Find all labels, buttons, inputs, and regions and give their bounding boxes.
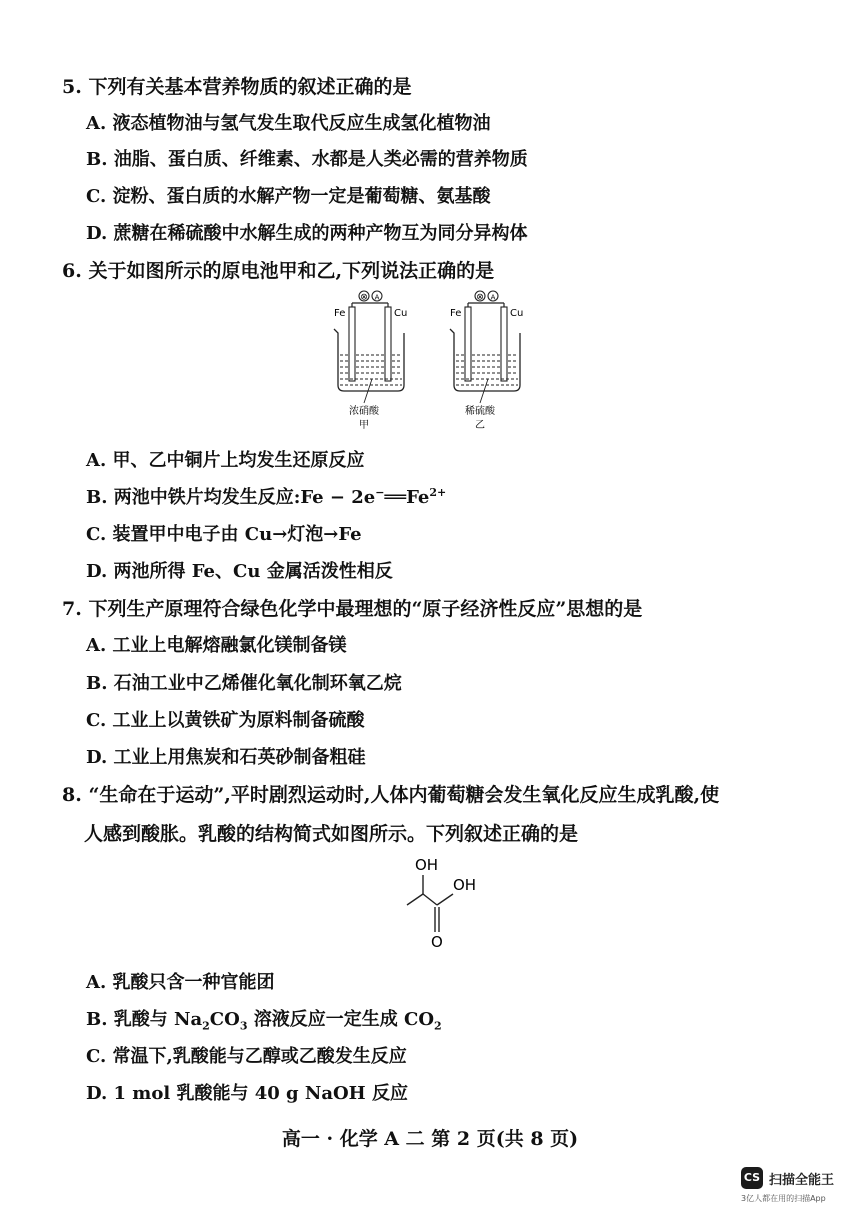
q5-option-c: C. 淀粉、蛋白质的水解产物一定是葡萄糖、氨基酸 [86, 186, 491, 207]
q8-option-d: D. 1 mol 乳酸能与 40 g NaOH 反应 [86, 1083, 408, 1104]
page-footer: 高一 · 化学 A 二 第 2 页(共 8 页) [281, 1128, 579, 1150]
o-label: O [431, 933, 443, 951]
scanner-app-name: 扫描全能王 [769, 1173, 835, 1188]
q8-stem-line1: 8. “生命在于运动”,平时剧烈运动时,人体内葡萄糖会发生氧化反应生成乳酸,使 [62, 784, 720, 806]
cell-jia [334, 291, 407, 431]
q6-stem: 6. 关于如图所示的原电池甲和乙,下列说法正确的是 [62, 260, 495, 282]
bulb-icon: ⊗ [476, 292, 484, 303]
q8-stem-line2: 人感到酸胀。乳酸的结构简式如图所示。下列叙述正确的是 [84, 823, 579, 845]
q6-option-a: A. 甲、乙中铜片上均发生还原反应 [86, 450, 365, 471]
q6-option-c: C. 装置甲中电子由 Cu→灯泡→Fe [86, 524, 362, 545]
q7-option-c: C. 工业上以黄铁矿为原料制备硫酸 [86, 710, 365, 731]
oh-label-top: OH [415, 856, 439, 874]
ammeter-icon: A [490, 293, 496, 302]
cell-yi-solution: 稀硫酸 [465, 406, 495, 417]
q7-option-d: D. 工业上用焦炭和石英砂制备粗硅 [86, 747, 366, 768]
cell-yi [450, 291, 523, 431]
q8-option-b: B. 乳酸与 $Na_2CO_3$ 溶液反应一定生成 $CO_2$ [86, 1009, 442, 1033]
ammeter-icon: A [374, 293, 380, 302]
camscanner-logo-icon: CS [741, 1167, 763, 1189]
q5-stem: 5. 下列有关基本营养物质的叙述正确的是 [62, 76, 412, 98]
q6-option-d: D. 两池所得 Fe、Cu 金属活泼性相反 [86, 561, 393, 582]
q5-option-b: B. 油脂、蛋白质、纤维素、水都是人类必需的营养物质 [86, 149, 528, 170]
q8-option-c: C. 常温下,乳酸能与乙醇或乙酸发生反应 [86, 1046, 407, 1067]
cu-electrode-label: Cu [510, 308, 524, 319]
q7-option-b: B. 石油工业中乙烯催化氧化制环氧乙烷 [86, 673, 402, 694]
q8-option-a: A. 乳酸只含一种官能团 [86, 972, 275, 993]
cell-jia-solution: 浓硝酸 [349, 406, 379, 417]
fe-electrode-label: Fe [334, 308, 346, 319]
galvanic-cells-figure [320, 285, 540, 435]
q7-stem: 7. 下列生产原理符合绿色化学中最理想的“原子经济性反应”思想的是 [62, 598, 643, 620]
cu-electrode-label: Cu [394, 308, 408, 319]
q5-option-d: D. 蔗糖在稀硫酸中水解生成的两种产物互为同分异构体 [86, 223, 528, 244]
q5-option-a: A. 液态植物油与氢气发生取代反应生成氢化植物油 [86, 113, 491, 134]
q6-option-b: B. 两池中铁片均发生反应:Fe − $2e^-══Fe^{2+}$ [86, 486, 447, 508]
cell-jia-name: 甲 [359, 420, 369, 431]
scanner-watermark [741, 1167, 851, 1211]
cell-yi-name: 乙 [475, 420, 485, 431]
q7-option-a: A. 工业上电解熔融氯化镁制备镁 [86, 635, 347, 656]
bulb-icon: ⊗ [360, 292, 368, 303]
oh-label-right: OH [453, 876, 477, 894]
fe-electrode-label: Fe [450, 308, 462, 319]
lactic-acid-structure [395, 850, 505, 955]
scanner-slogan: 3亿人都在用的扫描App [741, 1194, 826, 1203]
